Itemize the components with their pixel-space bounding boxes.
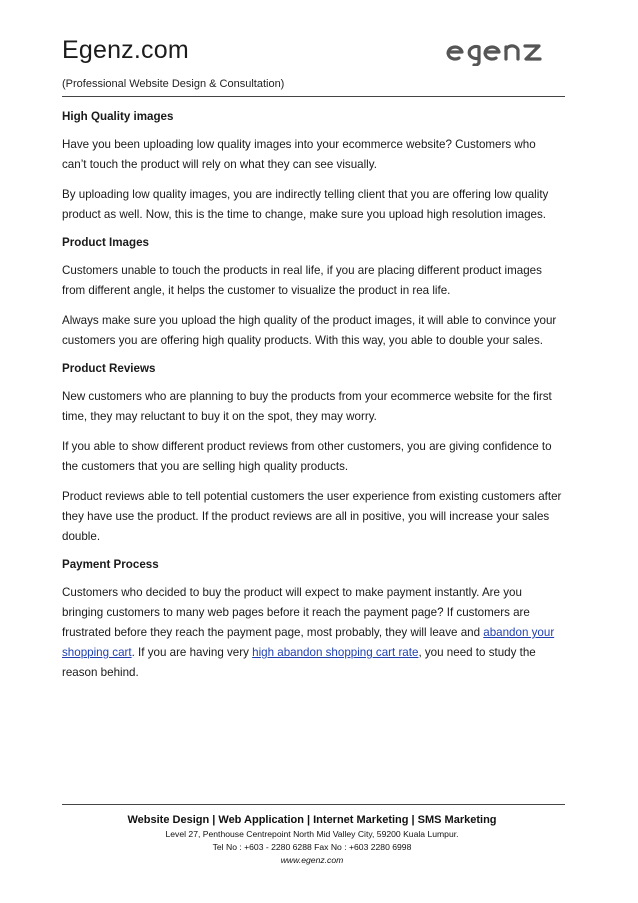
paragraph: New customers who are planning to buy the products from your ecommerce website for the first time, they may reluctant to buy it on the spot, they may worry. [62, 390, 552, 423]
footer-website: www.egenz.com [280, 855, 344, 865]
paragraph: Customers unable to touch the products in real life, if you are placing different product images from different angle, it helps the customer to visualize the product in rea life. [62, 264, 542, 297]
paragraph: Have you been uploading low quality images into your ecommerce website? Customers who can’t touch the product will rely on what they can see visually. [62, 138, 536, 171]
footer-services: Website Design | Web Application | Internet Marketing | SMS Marketing [127, 814, 497, 826]
section-heading-product-reviews: Product Reviews [62, 362, 156, 375]
paragraph-payment [62, 583, 562, 683]
paragraph: If you able to show different product reviews from other customers, you are giving confidence to the customers that you are selling high quality products. [62, 440, 552, 473]
section-heading-payment-process: Payment Process [62, 558, 159, 571]
footer-divider [62, 804, 565, 805]
page-footer [62, 812, 562, 867]
abandon-rate-link[interactable]: high abandon shopping cart rate [252, 646, 419, 659]
text-run: Customers who decided to buy the product will expect to make payment instantly. Are you bringing customers to many web pages before it reach the payment page? If customers are frustrated before they reach the payment page, most probably, they will leave and [62, 586, 530, 639]
paragraph: Always make sure you upload the high quality of the product images, it will able to convince your customers you are offering high quality products. With this way, you able to double your sales. [62, 314, 557, 347]
footer-address: Level 27, Penthouse Centrepoint North Mid Valley City, 59200 Kuala Lumpur. [165, 829, 459, 839]
paragraph: By uploading low quality images, you are indirectly telling client that you are offering low quality product as well. Now, this is the time to change, make sure you upload high resolution images. [62, 188, 549, 221]
article-body [62, 109, 562, 693]
section-heading-high-quality-images: High Quality images [62, 110, 174, 123]
site-title: Egenz.com [62, 36, 189, 64]
footer-phone: Tel No : +603 - 2280 6288 Fax No : +603 2280 6998 [212, 842, 412, 852]
section-heading-product-images: Product Images [62, 236, 149, 249]
egenz-logo [446, 38, 546, 66]
site-subtitle: (Professional Website Design & Consultation) [62, 78, 285, 90]
paragraph: Product reviews able to tell potential customers the user experience from existing customers after they have use the product. If the product reviews are all in positive, you will increase your sales double. [62, 490, 562, 543]
header-divider [62, 96, 565, 97]
abandon-cart-link[interactable]: abandon your shopping cart [62, 626, 555, 659]
text-run: . If you are having very [131, 646, 253, 659]
text-run: , you need to study the reason behind. [62, 646, 536, 679]
